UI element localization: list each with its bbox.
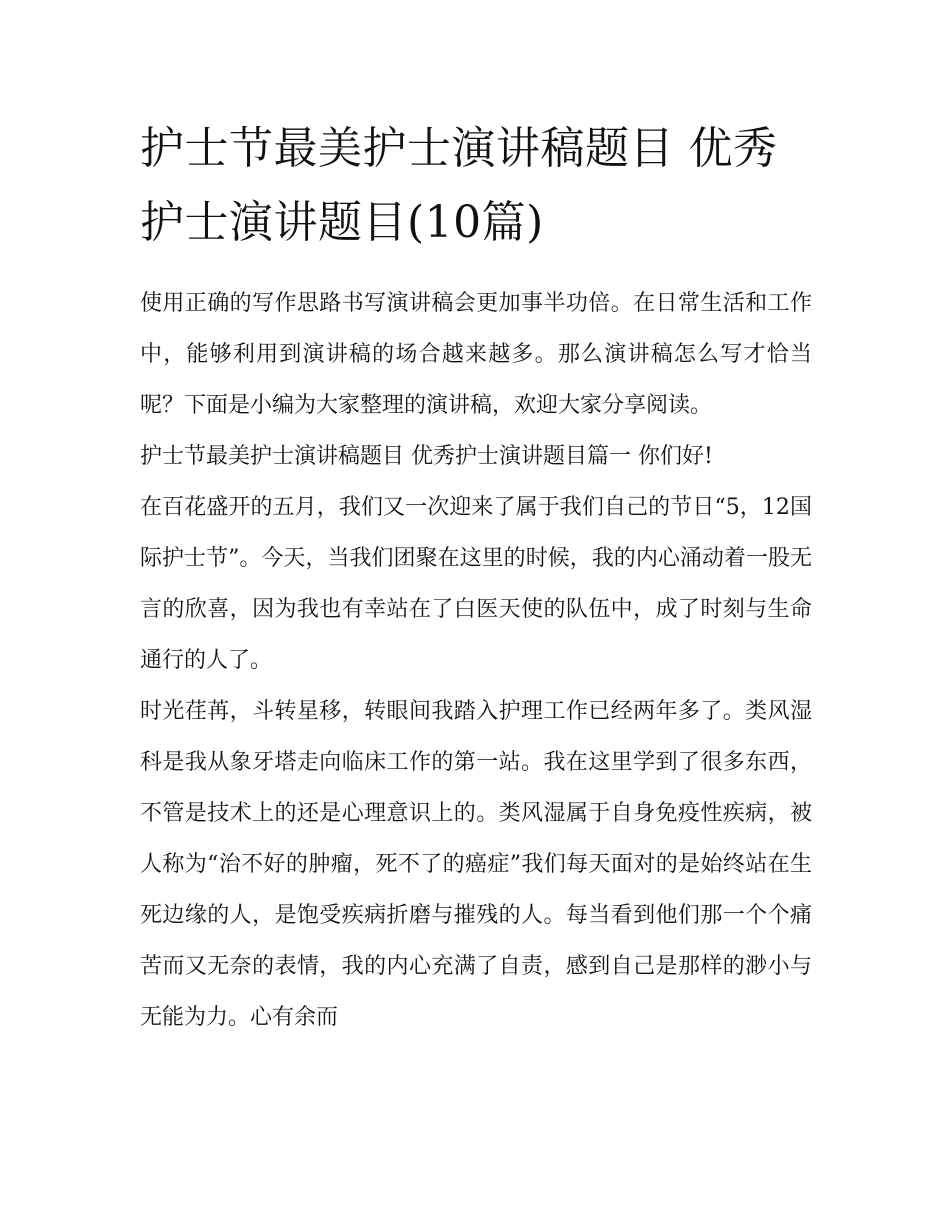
intro-paragraph: 使用正确的写作思路书写演讲稿会更加事半功倍。在日常生活和工作中，能够利用到演讲稿的场合越来越多。那么演讲稿怎么写才恰当呢？下面是小编为大家整理的演讲稿，欢迎大家分享阅读。 bbox=[140, 291, 812, 418]
document-title: 护士节最美护士演讲稿题目 优秀护士演讲题目(10篇) bbox=[140, 123, 778, 248]
document-page bbox=[140, 112, 812, 1043]
section-heading-paragraph: 护士节最美护士演讲稿题目 优秀护士演讲题目篇一 你们好! bbox=[140, 444, 713, 469]
body-paragraph-2: 时光荏苒，斗转星移，转眼间我踏入护理工作已经两年多了。类风湿科是我从象牙塔走向临床工作的第一站。我在这里学到了很多东西，不管是技术上的还是心理意识上的。类风湿属于自身免疫性疾病，被人称为“治不好的肿瘤，死不了的癌症”我们每天面对的是始终站在生死边缘的人，是饱受疾病折磨与摧残的人。每当看到他们那一个个痛苦而又无奈的表情，我的内心充满了自责，感到自己是那样的渺小与无能为力。心有余而 bbox=[140, 699, 812, 1030]
body-paragraph-1: 在百花盛开的五月，我们又一次迎来了属于我们自己的节日“5，12国际护士节”。今天，当我们团聚在这里的时候，我的内心涌动着一股无言的欣喜，因为我也有幸站在了白医天使的队伍中，成了时刻与生命通行的人了。 bbox=[140, 495, 812, 673]
